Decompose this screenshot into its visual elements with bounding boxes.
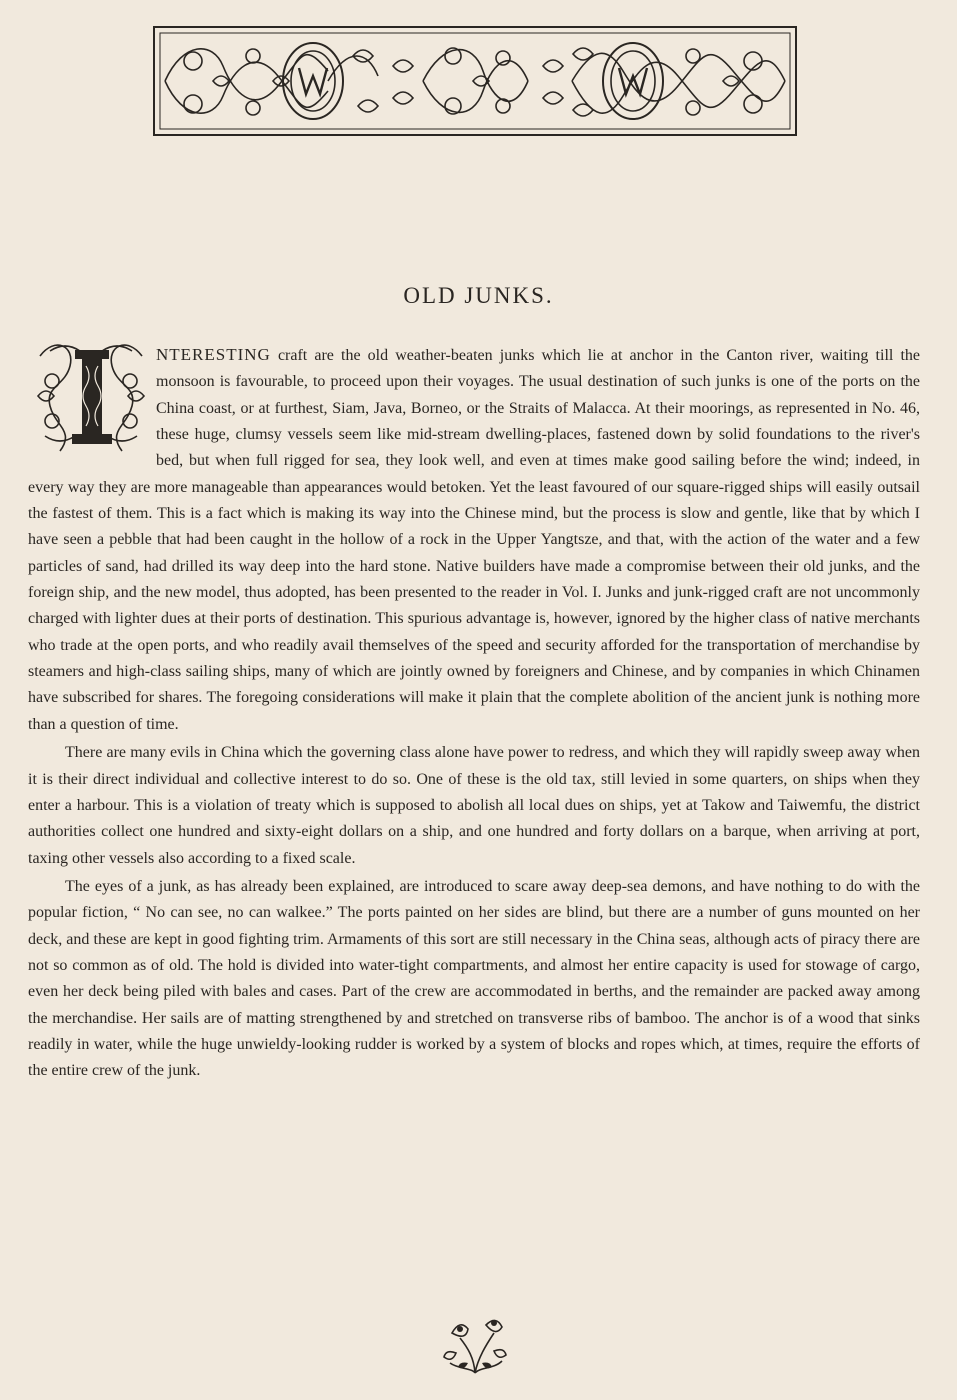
- paragraph-1: [28, 342, 920, 738]
- flower-sprig-tailpiece: [438, 1313, 512, 1377]
- paragraph-2: There are many evils in China which the governing class alone have power to redress, and which they will rapidly sweep away when it is their direct individual and collective interest to do so. One of these is the old tax, still levied in some quarters, on ships when they enter a harbour. This is a violation of treaty which is supposed to abolish all local dues on ships, yet at Takow and Taiwemfu, the district authorities collect one hundred and sixty-eight dollars on a ship, and one hundred and forty dollars on a barque, when arriving at port, taxing other vessels also according to a fixed scale.: [28, 744, 920, 867]
- lead-word: NTERESTING: [156, 345, 271, 364]
- headpiece-svg: [153, 26, 797, 136]
- article-body: [28, 342, 920, 1085]
- drop-cap-spacer: [28, 342, 156, 474]
- paragraph-3: The eyes of a junk, as has already been explained, are introduced to scare away deep-sea demons, and have nothing to do with the popular fiction, “ No can see, no can walkee.” The ports painted on her sides are blind, but there are a number of guns mounted on her deck, and these are kept in good fighting trim. Armaments of this sort are still necessary in the China seas, although acts of piracy there are not so common as of old. The hold is divided into water-tight compartments, and almost her entire capacity is used for stowage of cargo, even her deck being piled with bales and cases. Part of the crew are accommodated in berths, and the remainder are packed away among the merchandise. Her sails are of matting strengthened by and stretched on transverse ribs of bamboo. The anchor is of a wood that sinks readily in water, while the huge unwieldy-looking rudder is worked by a system of blocks and ropes which, at times, require the efforts of the entire crew of the junk.: [28, 877, 920, 1080]
- tailpiece-svg: [438, 1313, 512, 1377]
- paragraph-text: craft are the old weather-beaten junks which lie at anchor in the Canton river, waiting till the monsoon is favourable, to proceed upon their voyages. The usual destination of such junks is one of the ports on the China coast, or at furthest, Siam, Java, Borneo, or the Straits of Malacca. At their moorings, as represented in No. 46, these huge, clumsy vessels seem like mid-stream dwelling-places, fastened down by solid foundations to the river's bed, but when full rigged for sea, they look well, and even at times make good sailing before the wind; indeed, in every way they are more manageable than appearances would betoken. Yet the least favoured of our square-rigged ships will easily outsail the fastest of them. This is a fact which is making its way into the Chinese mind, but the process is slow and gentle, like that by which I have seen a pebble that had been caught in the hollow of a rock in the Upper Yangtsze, and that, with the action of the water and a few particles of sand, had drilled its way deep into the hard stone. Native builders have made a compromise between their old junks, and the foreign ship, and the new model, thus adopted, has been presented to the reader in Vol. I. Junks and junk-rigged craft are not uncommonly charged with lighter dues at their ports of destination. This spurious advantage is, however, ignored by the higher class of native merchants who trade at the open ports, and who readily avail themselves of the speed and security afforded for the transportation of merchandise by steamers and high-class sailing ships, many of which are jointly owned by foreigners and Chinese, and by companies in which Chinamen have subscribed for shares. The foregoing considerations will make it plain that the complete abolition of the ancient junk is nothing more than a question of time.: [28, 347, 920, 733]
- floral-headpiece-ornament: [153, 26, 797, 136]
- page-title: OLD JUNKS.: [403, 283, 554, 308]
